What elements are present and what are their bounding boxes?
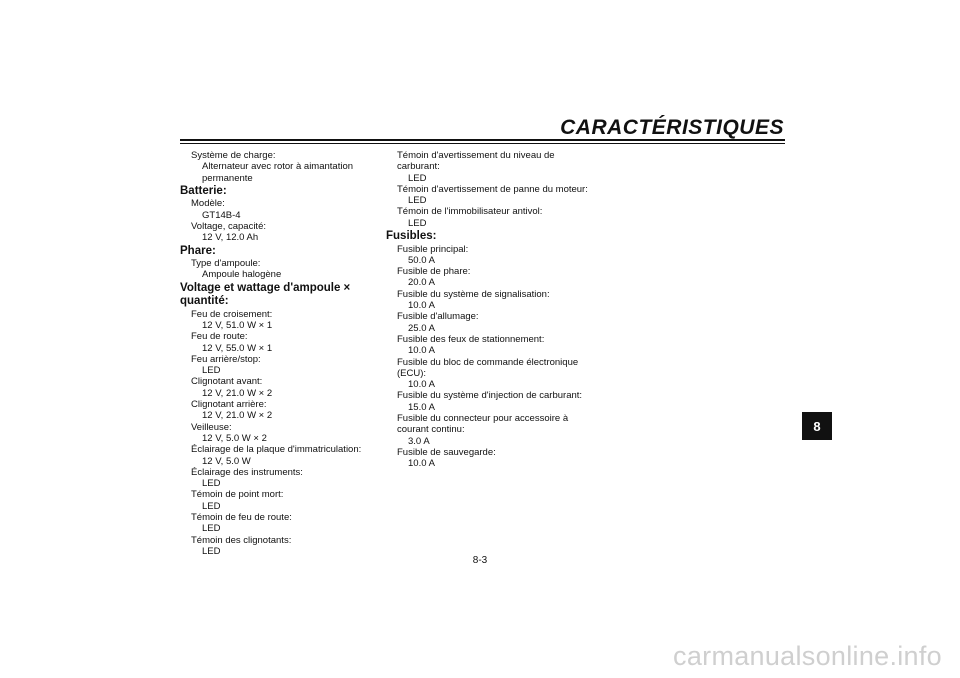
- spec-label: courant continu:: [397, 424, 465, 436]
- spec-value: 12 V, 12.0 Ah: [202, 232, 259, 244]
- spec-value: 15.0 A: [408, 401, 435, 413]
- title-rule-thick: [180, 139, 785, 141]
- spec-label: Feu de route:: [191, 331, 248, 343]
- spec-value: LED: [408, 195, 427, 207]
- spec-value: Ampoule halogène: [202, 269, 282, 281]
- spec-label: Fusible principal:: [397, 243, 469, 255]
- spec-label: Clignotant avant:: [191, 376, 263, 388]
- section-heading: Batterie:: [180, 184, 227, 197]
- section-heading: Fusibles:: [386, 230, 437, 243]
- watermark: carmanualsonline.info: [673, 641, 942, 671]
- right-column: [386, 150, 596, 470]
- spec-label: Témoin de l'immobilisateur antivol:: [397, 206, 543, 218]
- spec-label: carburant:: [397, 161, 440, 173]
- spec-label: Fusible du système de signalisation:: [397, 288, 550, 300]
- spec-label: Fusible du bloc de commande électronique: [397, 356, 579, 368]
- spec-label: Fusible de phare:: [397, 266, 471, 278]
- spec-value: LED: [202, 523, 221, 535]
- spec-value: 12 V, 55.0 W × 1: [202, 342, 273, 354]
- spec-label: Éclairage de la plaque d'immatriculation:: [191, 444, 362, 456]
- spec-value: 12 V, 51.0 W × 1: [202, 319, 273, 331]
- spec-value: LED: [408, 172, 427, 184]
- spec-label: Type d'ampoule:: [191, 258, 261, 270]
- spec-label: Témoin d'avertissement du niveau de: [397, 150, 555, 161]
- spec-value: 50.0 A: [408, 254, 435, 266]
- spec-value: 12 V, 21.0 W × 2: [202, 410, 273, 422]
- spec-value: 10.0 A: [408, 345, 435, 357]
- spec-value: LED: [202, 478, 221, 490]
- spec-value: 10.0 A: [408, 458, 435, 470]
- spec-label: Témoin de feu de route:: [191, 512, 292, 524]
- spec-label: Fusible de sauvegarde:: [397, 446, 496, 458]
- spec-label: Fusible du connecteur pour accessoire à: [397, 413, 569, 425]
- spec-value: 10.0 A: [408, 300, 435, 312]
- spec-value: 20.0 A: [408, 277, 435, 289]
- spec-label: Fusible du système d'injection de carburant:: [397, 390, 583, 402]
- spec-label: Témoin de point mort:: [191, 489, 284, 501]
- spec-value: 12 V, 5.0 W × 2: [202, 432, 267, 444]
- spec-value: 25.0 A: [408, 322, 435, 334]
- page-title: CARACTÉRISTIQUES: [560, 116, 784, 139]
- spec-value: permanente: [202, 172, 253, 184]
- spec-label: Feu arrière/stop:: [191, 353, 261, 365]
- spec-label: Voltage, capacité:: [191, 220, 266, 232]
- spec-label: Témoin d'avertissement de panne du moteur:: [397, 183, 588, 195]
- spec-label: Système de charge:: [191, 150, 276, 161]
- spec-value: 3.0 A: [408, 435, 430, 447]
- spec-label: (ECU):: [397, 367, 427, 379]
- spec-label: Modèle:: [191, 198, 225, 210]
- spec-label: Témoin des clignotants:: [191, 534, 292, 546]
- spec-value: LED: [202, 365, 221, 377]
- spec-label: Veilleuse:: [191, 421, 232, 433]
- spec-label: Fusible d'allumage:: [397, 311, 479, 323]
- spec-label: Clignotant arrière:: [191, 399, 267, 411]
- spec-label: Feu de croisement:: [191, 308, 273, 320]
- spec-value: LED: [408, 217, 427, 229]
- spec-value: LED: [202, 545, 221, 557]
- spec-value: 12 V, 21.0 W × 2: [202, 387, 273, 399]
- spec-label: Fusible des feux de stationnement:: [397, 333, 545, 345]
- spec-value: Alternateur avec rotor à aimantation: [202, 161, 354, 173]
- left-column: [180, 150, 380, 557]
- chapter-tab: 8: [802, 412, 832, 440]
- section-heading: Voltage et wattage d'ampoule × quantité:: [180, 281, 351, 308]
- spec-value: GT14B-4: [202, 209, 241, 221]
- page-number: 8-3: [472, 555, 488, 566]
- spec-label: Éclairage des instruments:: [191, 466, 303, 478]
- title-rule-thin: [180, 143, 785, 144]
- spec-value: LED: [202, 500, 221, 512]
- spec-value: 12 V, 5.0 W: [202, 455, 251, 467]
- section-heading: Phare:: [180, 244, 216, 257]
- spec-value: 10.0 A: [408, 379, 435, 391]
